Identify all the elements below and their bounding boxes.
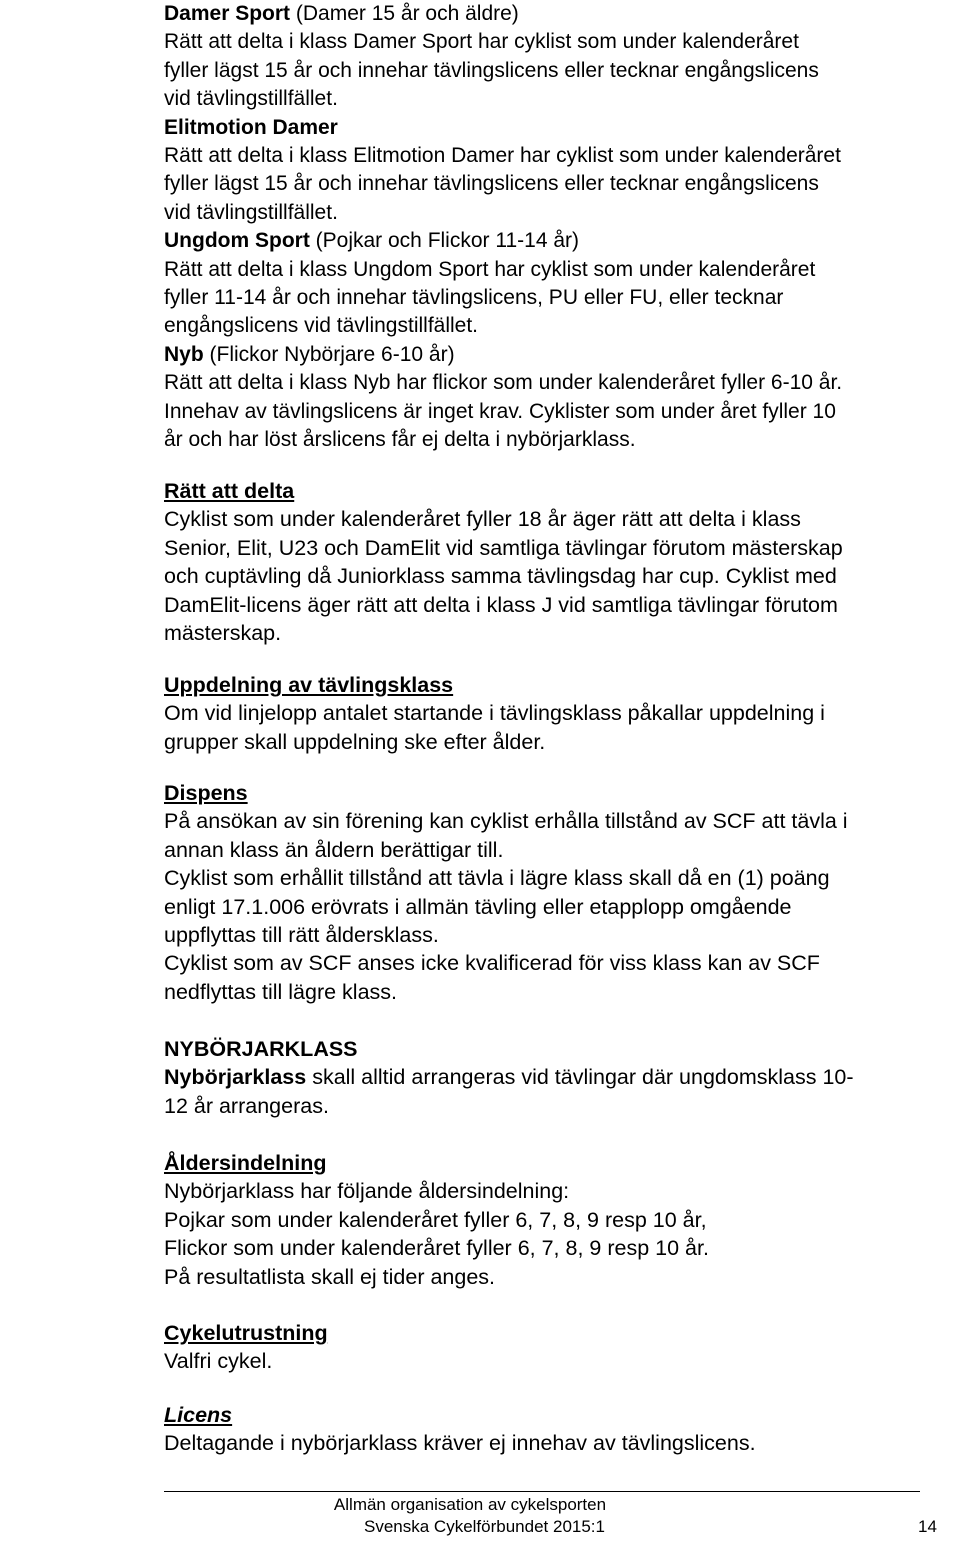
text-line: vid tävlingstillfället. [164,200,338,224]
text-line: Rätt att delta i klass Elitmotion Damer har cyklist som under kalenderåret [164,144,841,168]
heading-nyb: Nyb [164,342,204,366]
text-line: uppflyttas till rätt åldersklass. [164,923,439,948]
text-line: engångslicens vid tävlingstillfället. [164,314,479,338]
heading-uppdelning: Uppdelning av tävlingsklass [164,673,454,697]
subtitle-nyb: (Flickor Nybörjare 6-10 år) [203,342,455,366]
heading-ungdom-sport: Ungdom Sport [164,229,310,253]
text-line: Rätt att delta i klass Ungdom Sport har cyklist som under kalenderåret [164,257,816,281]
section-aldersindelning [164,1149,960,1291]
text-line: vid tävlingstillfället. [164,87,338,111]
footer-divider [164,1491,920,1492]
page-footer [164,1494,960,1538]
text-line: Pojkar som under kalenderåret fyller 6, 7, 8, 9 resp 10 år, [164,1207,707,1232]
text-line: DamElit-licens äger rätt att delta i klass J vid samtliga tävlingar förutom [164,592,838,617]
text-line: Flickor som under kalenderåret fyller 6, 7, 8, 9 resp 10 år. [164,1236,709,1261]
text-line: annan klass än åldern berättigar till. [164,837,504,862]
footer-line-publisher: Svenska Cykelförbundet 2015:1 [364,1517,605,1536]
nyborjarklass-lead-bold: Nybörjarklass [164,1065,307,1090]
heading-dispens: Dispens [164,781,248,805]
heading-nyborjarklass: NYBÖRJARKLASS [164,1037,358,1061]
heading-elitmotion-damer: Elitmotion Damer [164,115,338,139]
text-line: Deltagande i nybörjarklass kräver ej innehav av tävlingslicens. [164,1431,756,1456]
text-line: På ansökan av sin förening kan cyklist erhålla tillstånd av SCF att tävla i [164,809,848,834]
heading-cykelutrustning: Cykelutrustning [164,1321,328,1345]
section-nyborjarklass [164,1035,960,1120]
section-damer-sport [164,0,960,455]
text-line: enligt 17.1.006 erövrats i allmän tävling eller etapplopp omgående [164,894,792,919]
text-line: 12 år arrangeras. [164,1093,329,1118]
section-uppdelning [164,671,960,756]
text-line: Cyklist som av SCF anses icke kvalificerad för viss klass kan av SCF [164,951,820,976]
subtitle-damer-sport: (Damer 15 år och äldre) [290,2,519,25]
text-line: Cyklist som under kalenderåret fyller 18 år äger rätt att delta i klass [164,507,801,532]
text-line: Senior, Elit, U23 och DamElit vid samtliga tävlingar förutom mästerskap [164,535,843,560]
text-line: Nybörjarklass har följande åldersindelning: [164,1179,570,1204]
text-line: Valfri cykel. [164,1349,273,1374]
text-line: Om vid linjelopp antalet startande i tävlingsklass påkallar uppdelning i [164,701,825,726]
text-line: fyller 11-14 år och innehar tävlingslicens, PU eller FU, eller tecknar [164,286,784,310]
section-ratt-att-delta [164,477,960,647]
text-line: Rätt att delta i klass Nyb har flickor som under kalenderåret fyller 6-10 år. [164,371,843,395]
text-line: år och har löst årslicens får ej delta i nybörjarklass. [164,428,636,452]
text-line: fyller lägst 15 år och innehar tävlingslicens eller tecknar engångslicens [164,172,819,196]
heading-damer-sport: Damer Sport [164,2,291,25]
section-cykelutrustning [164,1319,960,1376]
text-line: grupper skall uppdelning ske efter ålder. [164,729,546,754]
text-line: mästerskap. [164,621,282,646]
heading-aldersindelning: Åldersindelning [164,1151,327,1175]
text-line: Innehav av tävlingslicens är inget krav. Cyklister som under året fyller 10 [164,399,836,423]
footer-line-organisation: Allmän organisation av cykelsporten [333,1495,607,1514]
heading-ratt-att-delta: Rätt att delta [164,479,295,503]
section-dispens [164,779,960,1006]
section-licens [164,1401,960,1458]
nyborjarklass-lead-rest: skall alltid arrangeras vid tävlingar där ungdomsklass 10- [306,1065,854,1090]
text-line: På resultatlista skall ej tider anges. [164,1264,496,1289]
page-number: 14 [918,1517,937,1536]
text-line: och cuptävling då Juniorklass samma tävlingsdag har cup. Cyklist med [164,564,837,589]
text-line: fyller lägst 15 år och innehar tävlingslicens eller tecknar engångslicens [164,58,819,82]
text-line: Rätt att delta i klass Damer Sport har cyklist som under kalenderåret [164,30,799,54]
heading-licens: Licens [164,1403,233,1427]
subtitle-ungdom-sport: (Pojkar och Flickor 11-14 år) [309,229,580,253]
text-line: Cyklist som erhållit tillstånd att tävla i lägre klass skall då en (1) poäng [164,866,830,891]
text-line: nedflyttas till lägre klass. [164,979,398,1004]
